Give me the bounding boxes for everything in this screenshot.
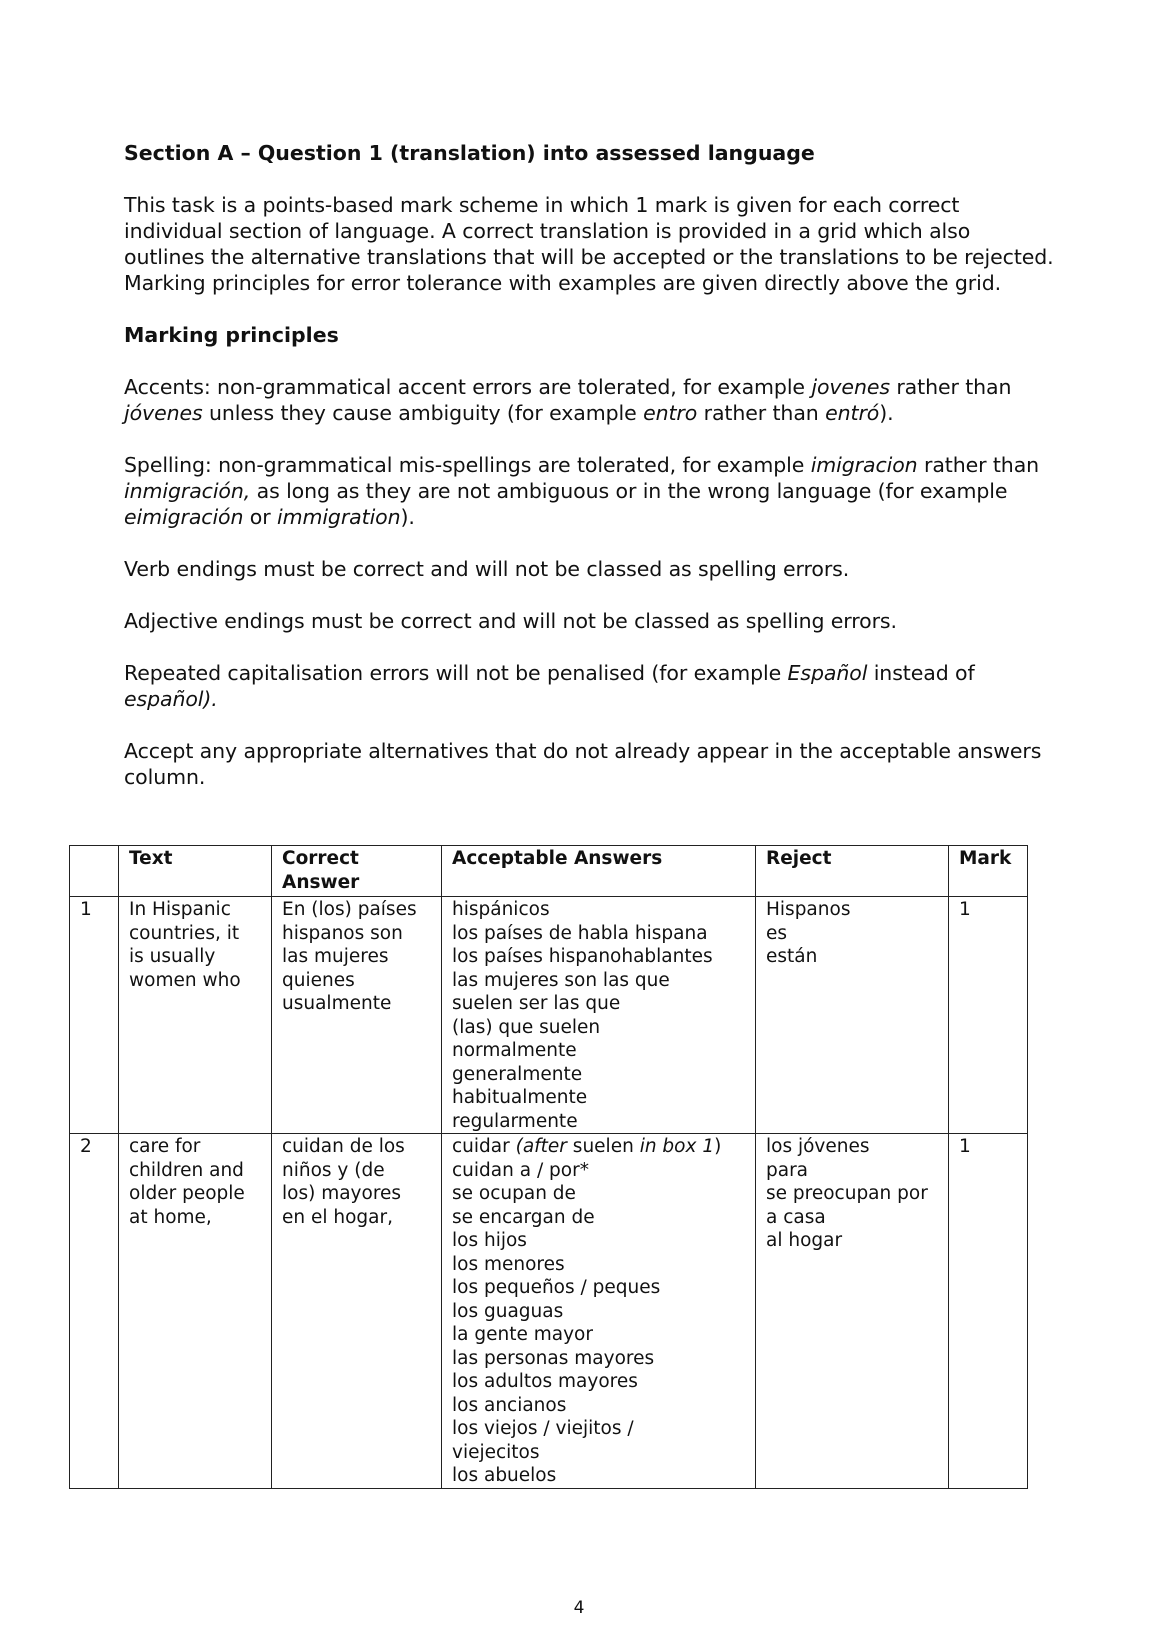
text-cell: [119, 897, 272, 1134]
cell-line: se ocupan de: [452, 1183, 576, 1204]
cell-line: en el hogar,: [282, 1206, 393, 1228]
principle-alternatives: Accept any appropriate alternatives that do not already appear in the acceptable answers column.: [124, 739, 1042, 789]
header-reject: Reject: [756, 846, 949, 897]
cell-line: los menores: [452, 1253, 565, 1275]
cell-line: at home,: [129, 1206, 212, 1228]
cell-line: In Hispanic: [129, 899, 231, 920]
example-word: español).: [124, 687, 218, 711]
cell-line: se preocupan por: [766, 1183, 928, 1204]
example-word: entró: [825, 401, 880, 425]
cell-line: los hijos: [452, 1230, 527, 1251]
cell-line: generalmente: [452, 1063, 583, 1085]
cell-line: hispanos son: [282, 922, 403, 944]
mark-cell: 1: [949, 897, 1028, 1134]
example-word: jóvenes: [124, 401, 203, 425]
cell-line: los pequeños / peques: [452, 1277, 661, 1298]
cell-line: a casa: [766, 1206, 826, 1228]
text-run: ).: [879, 401, 894, 425]
table-row: [70, 1134, 1028, 1489]
table-row: [70, 897, 1028, 1134]
cell-line: los abuelos: [452, 1465, 557, 1486]
acceptable-answers-list: [452, 1159, 749, 1488]
cell-line: al hogar: [766, 1230, 843, 1251]
cell-line: las mujeres: [282, 946, 389, 967]
text-run: ): [714, 1136, 722, 1157]
text-run: rather than: [917, 453, 1040, 477]
example-word: immigration: [277, 505, 401, 529]
table-header-row: [70, 846, 1028, 897]
example-word: imigracion: [810, 453, 918, 477]
principle-capitalisation: [124, 660, 1054, 712]
row-number: 2: [70, 1134, 119, 1489]
principle-adjective-endings: Adjective endings must be correct and will not be classed as spelling errors.: [124, 609, 897, 633]
note-italic: (after: [515, 1136, 567, 1157]
cell-line: viejecitos: [452, 1441, 540, 1463]
correct-answer-cell: [272, 1134, 442, 1489]
example-word: Español: [787, 661, 868, 685]
cell-line: regularmente: [452, 1110, 578, 1132]
cell-line: las mujeres son las que: [452, 969, 670, 991]
cell-line: normalmente: [452, 1040, 577, 1061]
cell-line: quienes: [282, 969, 355, 991]
cell-line: countries, it: [129, 922, 240, 944]
text-run: Spelling: non-grammatical mis-spellings are tolerated, for example: [124, 453, 811, 477]
cell-line: (las) que suelen: [452, 1016, 601, 1038]
cell-line: los guaguas: [452, 1300, 564, 1322]
text-run: rather than: [889, 375, 1012, 399]
reject-cell: [756, 1134, 949, 1489]
cell-line: los adultos mayores: [452, 1371, 638, 1392]
example-word: jovenes: [811, 375, 890, 399]
cell-line: están: [766, 946, 818, 967]
principle-verb-endings: Verb endings must be correct and will not be classed as spelling errors.: [124, 557, 850, 581]
text-run: or: [243, 505, 277, 529]
cell-line: los países hispanohablantes: [452, 946, 713, 967]
example-word: entro: [643, 401, 698, 425]
cell-line: women who: [129, 969, 241, 991]
cell-line: older people: [129, 1183, 245, 1204]
note-italic: in box 1: [639, 1136, 715, 1157]
text-cell: [119, 1134, 272, 1489]
acceptable-answers-cell: [442, 897, 756, 1134]
principles-heading: Marking principles: [124, 323, 339, 347]
text-run: Accents: non-grammatical accent errors are tolerated, for example: [124, 375, 812, 399]
example-word: eimigración: [124, 505, 244, 529]
cell-line: children and: [129, 1159, 244, 1181]
cell-line: la gente mayor: [452, 1324, 593, 1345]
cell-line: los viejos / viejitos /: [452, 1418, 634, 1439]
cell-line: es: [766, 922, 788, 944]
cell-line: is usually: [129, 946, 216, 967]
header-correct-answer: Correct Answer: [272, 846, 442, 897]
cell-line: En (los) países: [282, 899, 417, 920]
cell-line: Hispanos: [766, 899, 851, 920]
cell-line: cuidan de los: [282, 1136, 405, 1157]
cell-line: habitualmente: [452, 1087, 588, 1108]
cell-line: los) mayores: [282, 1183, 402, 1204]
cell-line: los ancianos: [452, 1394, 567, 1416]
cell-line: los jóvenes: [766, 1136, 870, 1157]
cell-line: las personas mayores: [452, 1347, 655, 1369]
header-text: Text: [119, 846, 272, 897]
text-run: ).: [400, 505, 415, 529]
text-run: suelen: [566, 1136, 640, 1157]
cell-line: care for: [129, 1136, 201, 1157]
cell-line: hispánicos: [452, 899, 550, 920]
text-run: Repeated capitalisation errors will not be penalised (for example: [124, 661, 788, 685]
header-acceptable-answers: Acceptable Answers: [442, 846, 756, 897]
cell-line: cuidan a / por*: [452, 1159, 589, 1181]
principle-accents: [124, 374, 1054, 426]
cell-line: se encargan de: [452, 1206, 595, 1228]
header-mark: Mark: [949, 846, 1028, 897]
text-run: cuidar: [452, 1136, 516, 1157]
reject-cell: [756, 897, 949, 1134]
content: [124, 140, 1054, 790]
row-number: 1: [70, 897, 119, 1134]
text-run: instead of: [867, 661, 975, 685]
cell-line: suelen ser las que: [452, 993, 621, 1014]
mark-scheme-table: [69, 845, 1028, 1489]
cell-line: para: [766, 1159, 809, 1181]
section-title: Section A – Question 1 (translation) into assessed language: [124, 141, 815, 165]
text-run: unless they cause ambiguity (for example: [202, 401, 644, 425]
acceptable-answers-cell: [442, 1134, 756, 1489]
example-word: inmigración,: [124, 479, 251, 503]
intro-paragraph: This task is a points-based mark scheme in which 1 mark is given for each correct individual section of language. A correct translation is provided in a grid which also outlines the alternative translations that will be accepted or the translations to be rejected. Marking principles for error tolerance with examples are given directly above the grid.: [124, 193, 1054, 295]
correct-answer-cell: [272, 897, 442, 1134]
mark-cell: 1: [949, 1134, 1028, 1489]
header-number: [70, 846, 119, 897]
cell-line: los países de habla hispana: [452, 922, 708, 944]
acceptable-answer-line: [452, 1135, 749, 1159]
principle-spelling: [124, 452, 1054, 530]
text-run: rather than: [697, 401, 826, 425]
page-number: 4: [573, 1598, 585, 1618]
text-run: as long as they are not ambiguous or in the wrong language (for example: [250, 479, 1008, 503]
cell-line: niños y (de: [282, 1159, 385, 1181]
cell-line: usualmente: [282, 993, 392, 1014]
